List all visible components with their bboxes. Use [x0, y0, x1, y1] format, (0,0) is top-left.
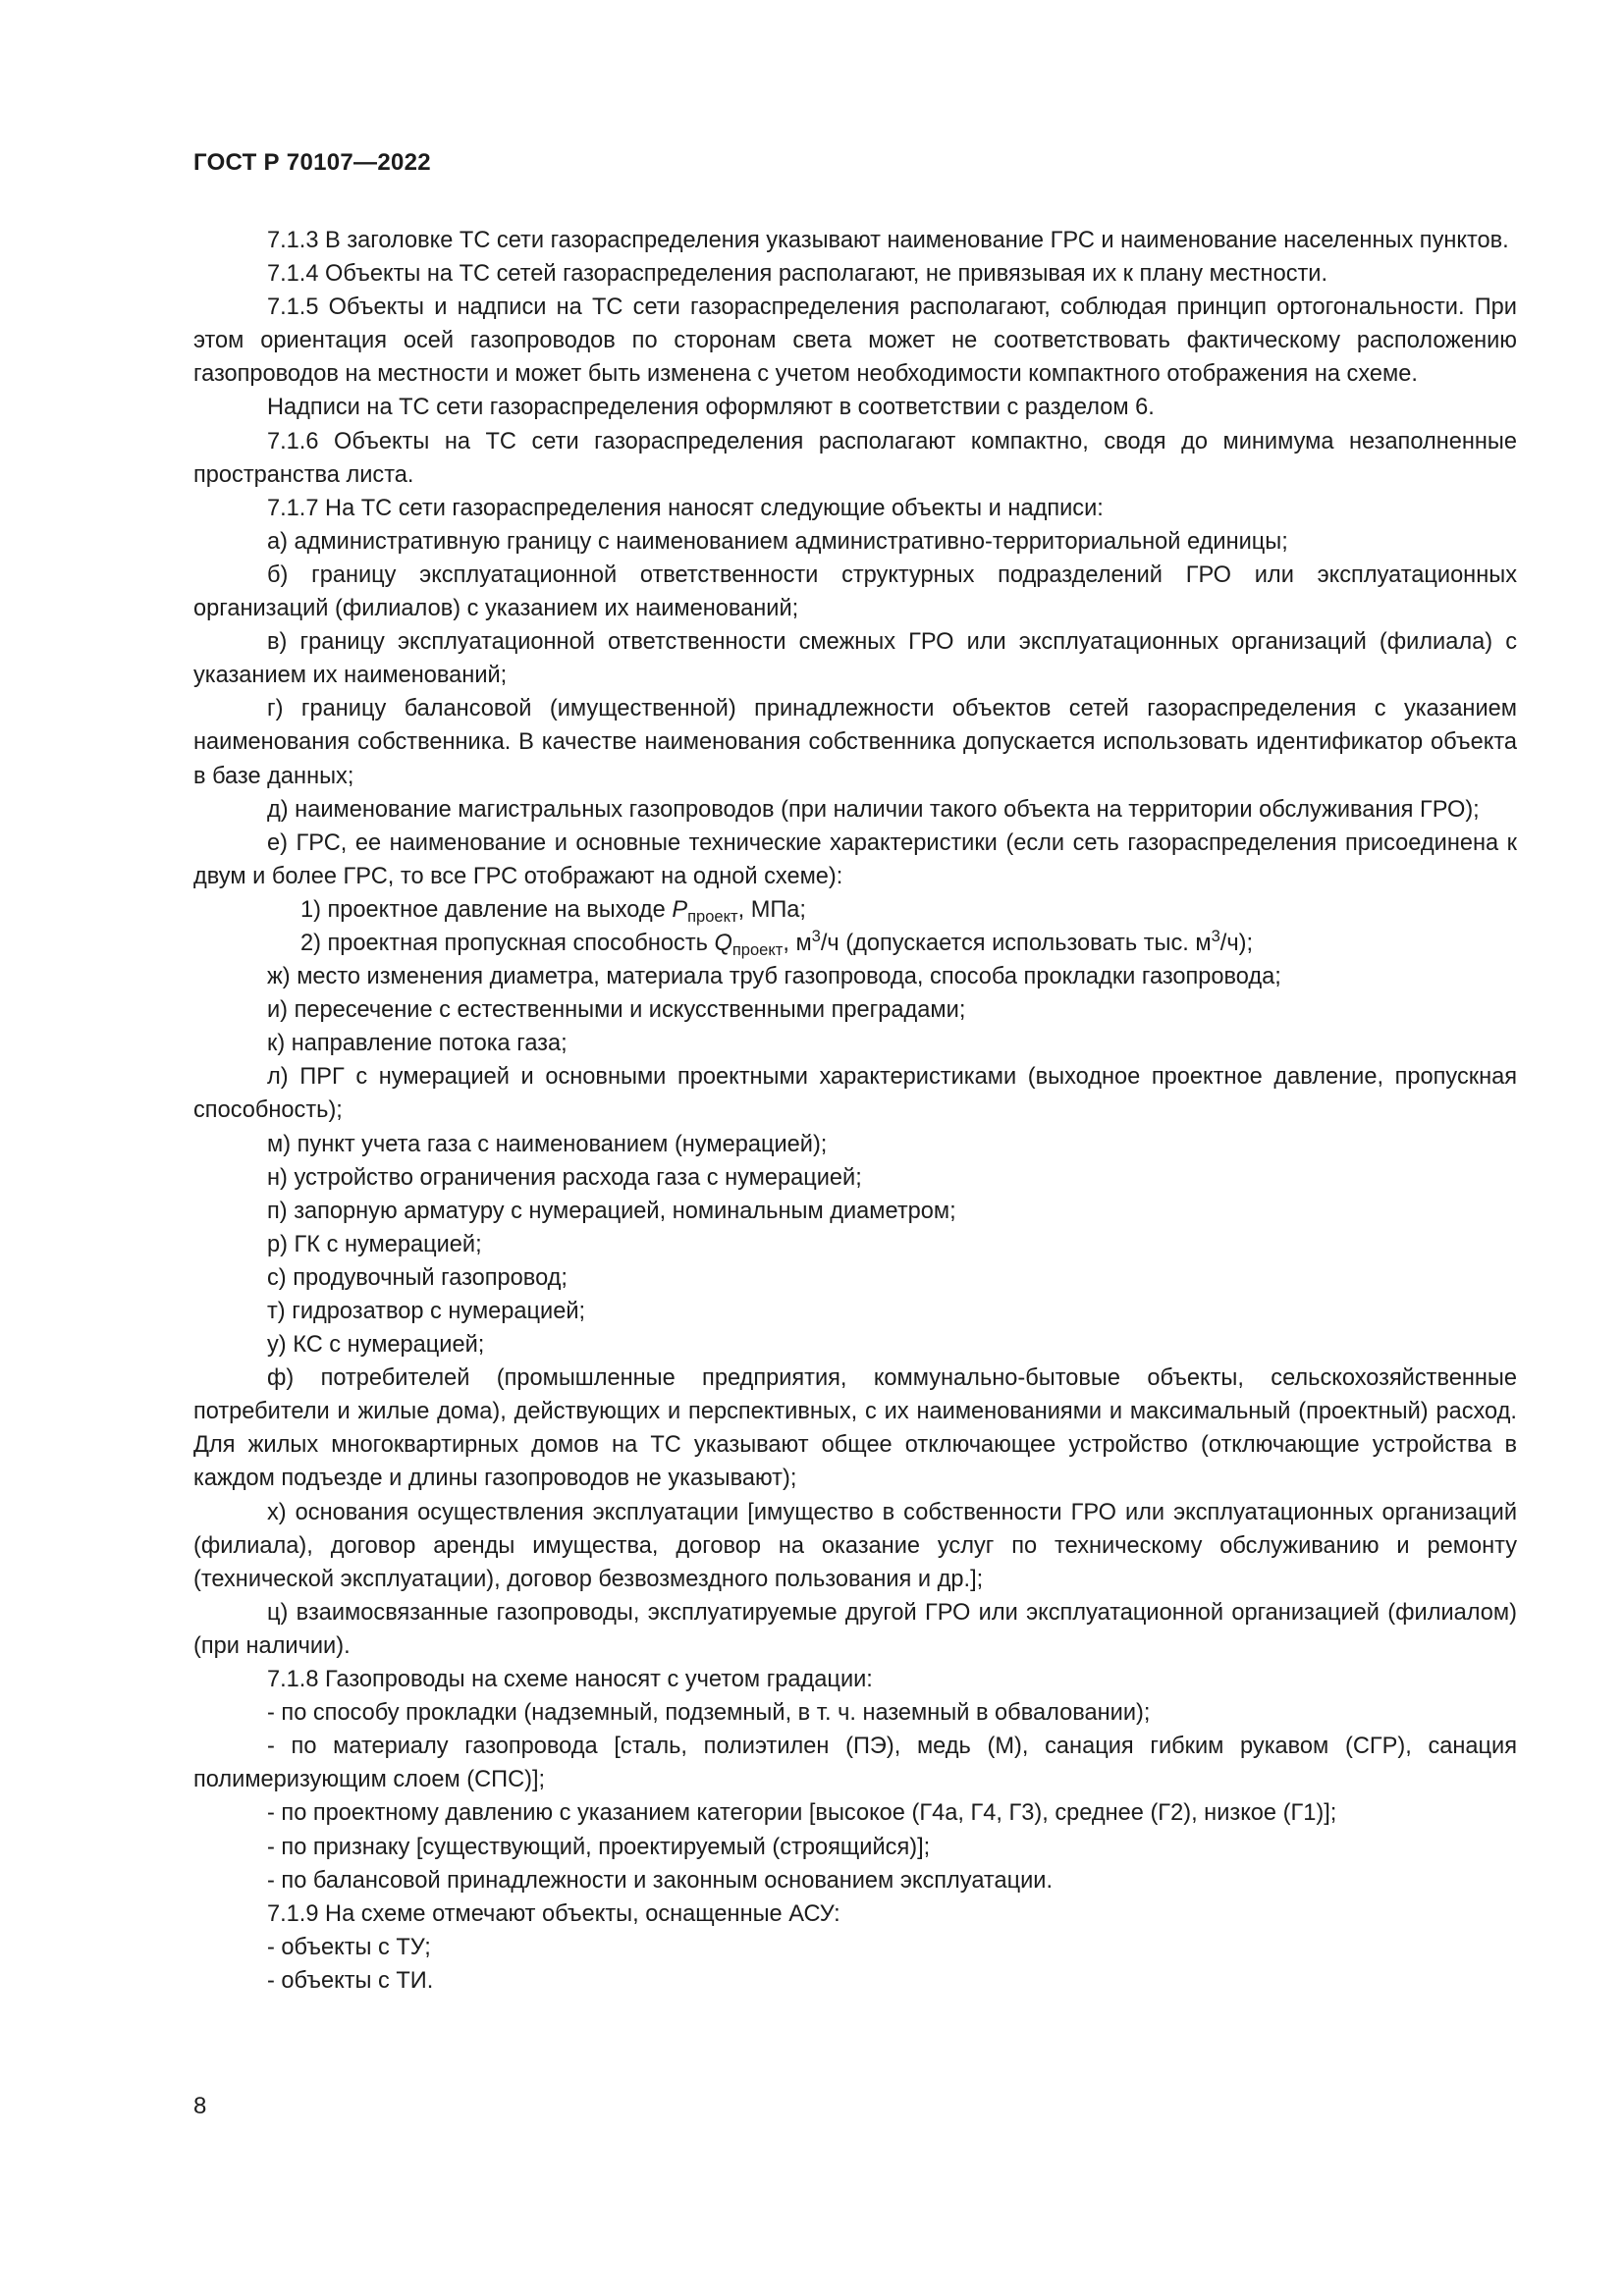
dash-item-ownership: - по балансовой принадлежности и законным основанием эксплуатации.	[267, 1867, 1054, 1894]
subitem-text: /ч);	[1219, 930, 1254, 956]
paragraph-7-1-7: 7.1.7 На ТС сети газораспределения наносят следующие объекты и надписи:	[267, 495, 1104, 521]
paragraph-inscriptions: Надписи на ТС сети газораспределения оформляют в соответствии с разделом 6.	[267, 395, 1155, 421]
list-item-n: н) устройство ограничения расхода газа с нумерацией;	[267, 1164, 862, 1191]
list-item-l: л) ПРГ с нумерацией и основными проектными характеристиками (выходное проектное давление, пропускная способность);	[193, 1064, 1517, 1124]
list-item-kh: х) основания осуществления эксплуатации [имущество в собственности ГРО или эксплуатационных организаций (филиала), договор аренды имущества, договор на оказание услуг по техническому обслуживанию и ремонту (технической эксплуатации), договор безвозмездного пользования и др.];	[193, 1499, 1517, 1592]
paragraph-7-1-4: 7.1.4 Объекты на ТС сетей газораспределения располагают, не привязывая их к плану местности.	[267, 261, 1328, 288]
paragraph-7-1-5: 7.1.5 Объекты и надписи на ТС сети газораспределения располагают, соблюдая принцип ортогональности. При этом ориентация осей газопроводов по сторонам света может не соответствовать фактическому расположению газопроводов на местности и может быть изменена с учетом необходимости компактного отображения на схеме.	[193, 294, 1517, 388]
list-item-u: у) КС с нумерацией;	[267, 1332, 485, 1359]
dash-item-status: - по признаку [существующий, проектируемый (строящийся)];	[267, 1834, 931, 1860]
subitem-unit: , МПа;	[737, 896, 806, 923]
dash-item-design-pressure: - по проектному давлению с указанием категории [высокое (Г4а, Г4, Г3), среднее (Г2), низкое (Г1)];	[267, 1800, 1337, 1827]
list-item-s: с) продувочный газопровод;	[267, 1264, 568, 1291]
list-item-k: к) направление потока газа;	[267, 1031, 568, 1057]
unit-superscript: 3	[811, 926, 821, 945]
list-item-d: д) наименование магистральных газопроводов (при наличии такого объекта на территории обслуживания ГРО);	[267, 796, 1480, 823]
page-number: 8	[193, 2093, 207, 2119]
list-item-e: е) ГРС, ее наименование и основные технические характеристики (если сеть газораспределения присоединена к двум и более ГРС, то все ГРС отображают на одной схеме):	[193, 829, 1517, 889]
document-code-header: ГОСТ Р 70107—2022	[193, 149, 431, 176]
symbol-subscript: проект	[731, 939, 784, 959]
document-body	[193, 224, 1517, 1998]
list-item-a: а) административную границу с наименованием административно-территориальной единицы;	[267, 528, 1288, 555]
list-item-m: м) пункт учета газа с наименованием (нумерацией);	[267, 1131, 828, 1157]
dash-item-laying-method: - по способу прокладки (надземный, подземный, в т. ч. наземный в обваловании);	[267, 1700, 1151, 1727]
unit-superscript: 3	[1211, 926, 1220, 945]
list-item-zh: ж) место изменения диаметра, материала труб газопровода, способа прокладки газопровода;	[267, 964, 1281, 990]
list-item-v: в) границу эксплуатационной ответственности смежных ГРО или эксплуатационных организаций (филиала) с указанием их наименований;	[193, 629, 1517, 689]
list-item-i: и) пересечение с естественными и искусственными преградами;	[267, 997, 966, 1024]
list-item-ts: ц) взаимосвязанные газопроводы, эксплуатируемые другой ГРО или эксплуатационной организацией (филиалом) (при наличии).	[193, 1599, 1517, 1659]
paragraph-7-1-8: 7.1.8 Газопроводы на схеме наносят с учетом градации:	[267, 1667, 873, 1693]
symbol-subscript: проект	[687, 906, 738, 926]
subitem-unit: , м	[783, 930, 812, 956]
dash-item-pipe-material: - по материалу газопровода [сталь, полиэтилен (ПЭ), медь (М), санация гибким рукавом (СГР), санация полимеризующим слоем (СПС)];	[193, 1734, 1517, 1793]
dash-item-ti-objects: - объекты с ТИ.	[267, 1967, 434, 1994]
paragraph-7-1-3: 7.1.3 В заголовке ТС сети газораспределения указывают наименование ГРС и наименование населенных пунктов.	[267, 228, 1509, 253]
paragraph-7-1-6: 7.1.6 Объекты на ТС сети газораспределения располагают компактно, сводя до минимума незаполненные пространства листа.	[193, 428, 1517, 488]
list-item-b: б) границу эксплуатационной ответственности структурных подразделений ГРО или эксплуатационных организаций (филиалов) с указанием их наименований;	[193, 561, 1517, 622]
paragraph-7-1-9: 7.1.9 На схеме отмечают объекты, оснащенные АСУ:	[267, 1900, 840, 1927]
subitem-text: /ч (допускается использовать тыс. м	[820, 930, 1212, 956]
subitem-text: 1) проектное давление на выходе	[300, 896, 673, 923]
symbol-p: P	[672, 896, 688, 923]
symbol-q: Q	[714, 930, 732, 956]
list-item-f: ф) потребителей (промышленные предприятия, коммунально-бытовые объекты, сельскохозяйственные потребители и жилые дома), действующих и перспективных, с их наименованиями и максимальный (проектный) расход. Для жилых многоквартирных домов на ТС указывают общее отключающее устройство (отключающие устройства в каждом подъезде и длины газопроводов не указывают);	[193, 1365, 1517, 1492]
subitem-design-capacity	[193, 927, 1517, 960]
list-item-r: р) ГК с нумерацией;	[267, 1231, 482, 1257]
dash-item-tu-objects: - объекты с ТУ;	[267, 1934, 431, 1960]
list-item-p: п) запорную арматуру с нумерацией, номинальным диаметром;	[267, 1198, 956, 1224]
subitem-text: 2) проектная пропускная способность	[300, 930, 715, 956]
list-item-g: г) границу балансовой (имущественной) принадлежности объектов сетей газораспределения с указанием наименования собственника. В качестве наименования собственника допускается использовать идентификатор объекта в базе данных;	[193, 696, 1517, 789]
list-item-t: т) гидрозатвор с нумерацией;	[267, 1299, 586, 1324]
subitem-design-pressure	[193, 893, 1517, 927]
